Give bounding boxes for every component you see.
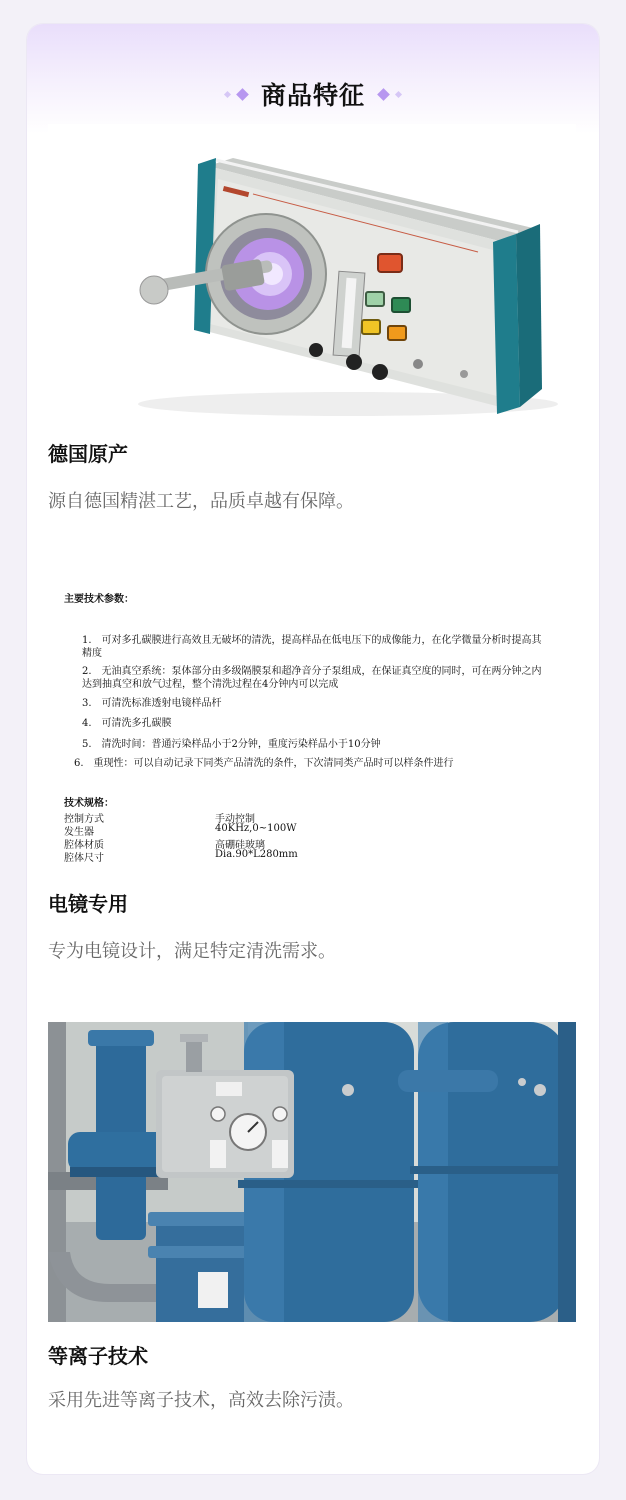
plasma-equipment-photo bbox=[48, 1022, 576, 1322]
left-diamond-decoration bbox=[225, 90, 247, 99]
spec-item: 4. 可清洗多孔碳膜 bbox=[82, 718, 172, 729]
feature-desc-em: 专为电镜设计，满足特定清洗需求。 bbox=[48, 941, 336, 962]
feature-title-plasma: 等离子技术 bbox=[48, 1344, 148, 1368]
tech-spec-document-image bbox=[48, 572, 576, 870]
feature-title-origin: 德国原产 bbox=[48, 442, 128, 466]
spec-row: 发生器 40KHz,0~100W bbox=[64, 823, 297, 838]
spec-item: 达到抽真空和放气过程，整个清洗过程在4分钟内可以完成 bbox=[82, 679, 339, 690]
spec-row: 控制方式 手动控制 bbox=[64, 814, 255, 825]
spec-item: 1. 可对多孔碳膜进行高效且无破坏的清洗，提高样品在低电压下的成像能力，在化学微量分析时提高其 bbox=[82, 635, 542, 646]
spec-table-heading: 技术规格： bbox=[64, 798, 114, 809]
spec-item: 5. 清洗时间：普通污染样品小于2分钟，重度污染样品小于10分钟 bbox=[82, 739, 381, 750]
feature-desc-origin: 源自德国精湛工艺，品质卓越有保障。 bbox=[48, 491, 354, 512]
feature-card bbox=[27, 24, 599, 1474]
spec-item: 精度 bbox=[82, 648, 102, 659]
plasma-cleaner-image bbox=[48, 124, 576, 430]
section-title: 商品特征 bbox=[260, 81, 365, 110]
spec-row: 腔体材质 高硼硅玻璃 bbox=[64, 840, 265, 851]
spec-item: 3. 可清洗标准透射电镜样品杆 bbox=[82, 698, 222, 709]
spec-item: 6. 重现性：可以自动记录下同类产品清洗的条件，下次清同类产品时可以样条件进行 bbox=[74, 758, 454, 769]
spec-doc-heading: 主要技术参数： bbox=[64, 594, 134, 605]
spec-item: 2. 无油真空系统：泵体部分由多级隔膜泵和超净音分子泵组成，在保证真空度的同时，可在两分钟之内 bbox=[82, 666, 542, 677]
feature-title-em: 电镜专用 bbox=[48, 892, 128, 916]
section-header bbox=[27, 72, 599, 116]
right-diamond-decoration bbox=[379, 90, 401, 99]
spec-row: 腔体尺寸 Dia.90*L280mm bbox=[64, 849, 298, 864]
feature-desc-plasma: 采用先进等离子技术，高效去除污渍。 bbox=[48, 1390, 354, 1411]
